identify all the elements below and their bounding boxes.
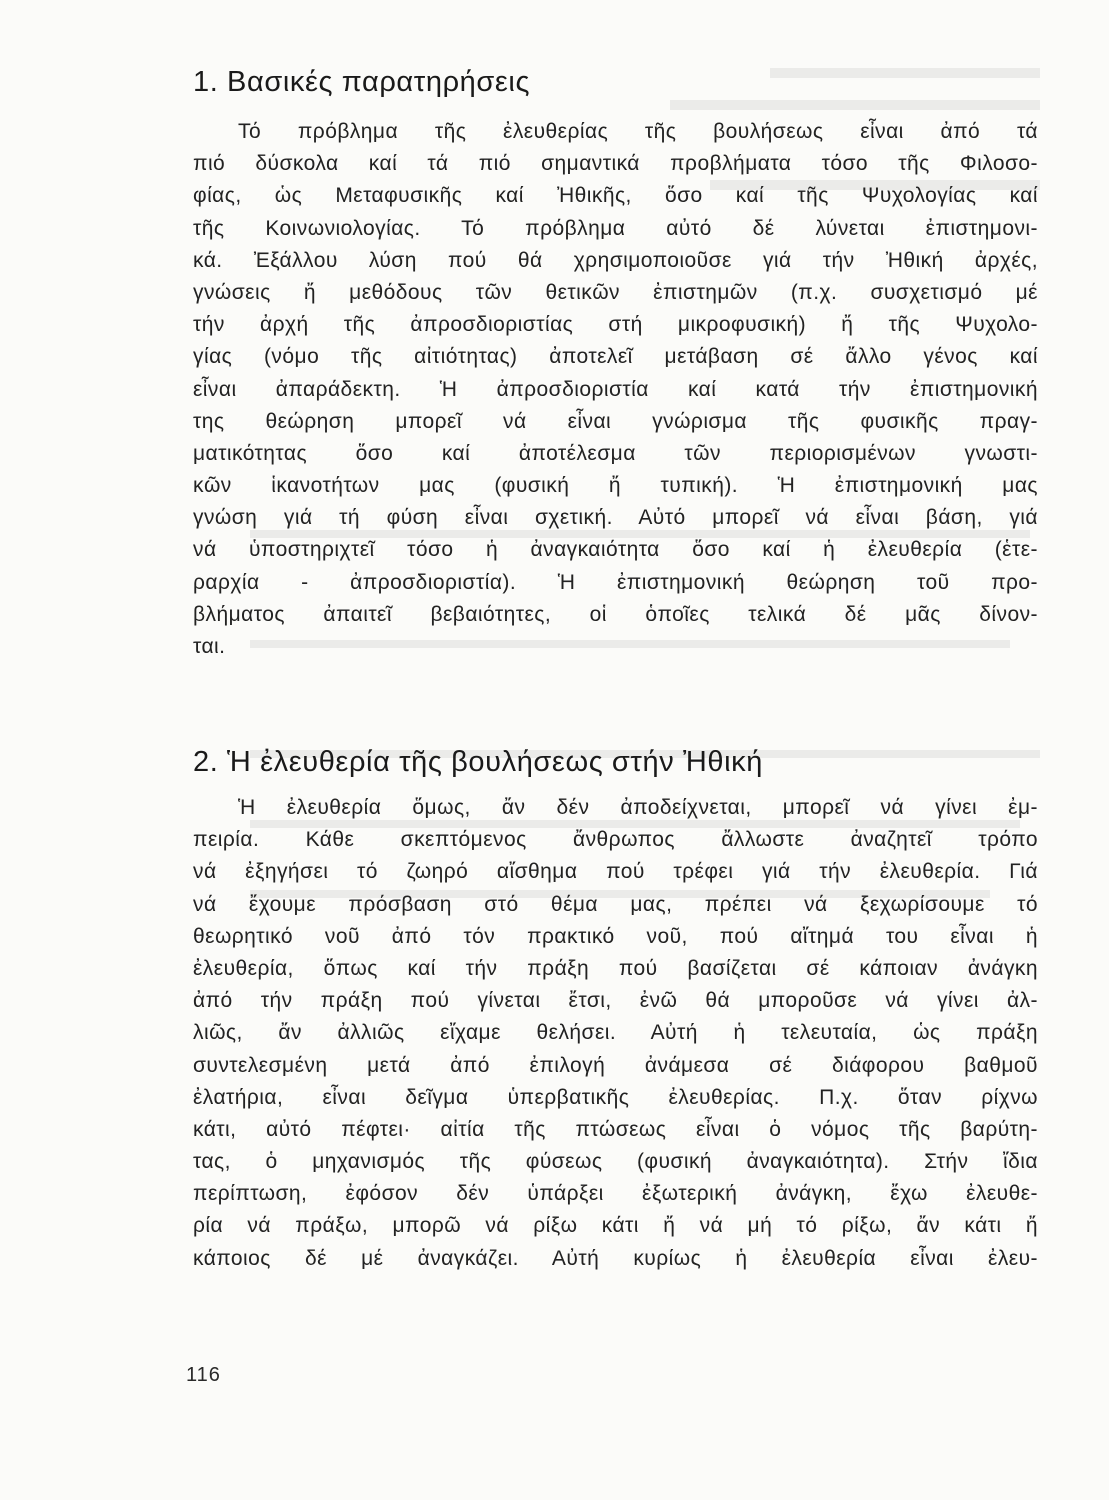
section-freedom-of-will-in-ethics (193, 744, 1038, 1275)
text-line: τας, ὁ μηχανισμός τῆς φύσεως (φυσική ἀναγκαιότητα). Στήν ἴδια (193, 1150, 1038, 1174)
text-line: πιό δύσκολα καί τά πιό σημαντικά προβλήματα τόσο τῆς Φιλοσο- (193, 152, 1038, 176)
text-line: γίας (νόμο τῆς αἰτιότητας) ἀποτελεῖ μετάβαση σέ ἄλλο γένος καί (193, 345, 1038, 369)
text-line: λιῶς, ἄν ἀλλιῶς εἴχαμε θελήσει. Αὐτή ἡ τελευταία, ὡς πράξη (193, 1021, 1038, 1045)
text-line: νά ἐξηγήσει τό ζωηρό αἴσθημα πού τρέφει γιά τήν ἐλευθερία. Γιά (193, 860, 1038, 884)
text-line: θεωρητικό νοῦ ἀπό τόν πρακτικό νοῦ, πού αἴτημά του εἶναι ἡ (193, 924, 1038, 948)
text-line: τήν ἀρχή τῆς ἀπροσδιοριστίας στή μικροφυσική) ἤ τῆς Ψυχολο- (193, 313, 1038, 337)
text-line: κά. Ἐξάλλου λύση πού θά χρησιμοποιοῦσε γιά τήν Ἠθική ἀρχές, (193, 248, 1038, 272)
text-line: κάτι, αὐτό πέφτει· αἰτία τῆς πτώσεως εἶναι ὁ νόμος τῆς βαρύτη- (193, 1117, 1038, 1141)
text-line: εἶναι ἀπαράδεκτη. Ἡ ἀπροσδιοριστία καί κατά τήν ἐπιστημονική (193, 377, 1038, 401)
page-number: 116 (186, 1364, 221, 1386)
text-line: περίπτωση, ἐφόσον δέν ὑπάρξει ἐξωτερική ἀνάγκη, ἔχω ἐλευθε- (193, 1182, 1038, 1206)
section-2-heading: 2. Ἡ ἐλευθερία τῆς βουλήσεως στήν Ἠθική (193, 746, 763, 778)
text-line: γνώση γιά τή φύση εἶναι σχετική. Αὐτό μπορεῖ νά εἶναι βάση, γιά (193, 506, 1038, 530)
text-line: βλήματος ἀπαιτεῖ βεβαιότητες, οἱ ὁποῖες τελικά δέ μᾶς δίνον- (193, 602, 1038, 626)
text-line: ματικότητας ὅσο καί ἀποτέλεσμα τῶν περιορισμένων γνωστι- (193, 441, 1038, 465)
text-line: ἀπό τήν πράξη πού γίνεται ἔτσι, ἐνῶ θά μποροῦσε νά γίνει ἀλ- (193, 989, 1038, 1013)
section-1-heading: 1. Βασικές παρατηρήσεις (193, 66, 531, 98)
text-line: νά ἔχουμε πρόσβαση στό θέμα μας, πρέπει νά ξεχωρίσουμε τό (193, 892, 1038, 916)
text-line: νά ὑποστηριχτεῖ τόσο ἡ ἀναγκαιότητα ὅσο καί ἡ ἐλευθερία (ἑτε- (193, 538, 1038, 562)
text-line: ται. (193, 635, 226, 658)
text-line: Ἡ ἐλευθερία ὅμως, ἄν δέν ἀποδείχνεται, μπορεῖ νά γίνει ἐμ- (238, 796, 1038, 819)
text-line: τῆς Κοινωνιολογίας. Τό πρόβλημα αὐτό δέ λύνεται ἐπιστημονι- (193, 216, 1038, 240)
text-line: φίας, ὡς Μεταφυσικῆς καί Ἠθικῆς, ὅσο καί τῆς Ψυχολογίας καί (193, 184, 1038, 208)
text-line: ἐλατήρια, εἶναι δεῖγμα ὑπερβατικῆς ἐλευθερίας. Π.χ. ὅταν ρίχνω (193, 1085, 1038, 1109)
text-line: ἐλευθερία, ὅπως καί τήν πράξη πού βασίζεται σέ κάποιαν ἀνάγκη (193, 956, 1038, 980)
text-line: κάποιος δέ μέ ἀναγκάζει. Αὐτή κυρίως ἡ ἐλευθερία εἶναι ἐλευ- (193, 1246, 1038, 1270)
text-line: πειρία. Κάθε σκεπτόμενος ἄνθρωπος ἄλλωστε ἀναζητεῖ τρόπο (193, 828, 1038, 852)
text-line: της θεώρηση μπορεῖ νά εἶναι γνώρισμα τῆς φυσικῆς πραγ- (193, 409, 1038, 433)
text-line: κῶν ἱκανοτήτων μας (φυσική ἤ τυπική). Ἡ ἐπιστημονική μας (193, 474, 1038, 498)
text-line: συντελεσμένη μετά ἀπό ἐπιλογή ἀνάμεσα σέ διάφορου βαθμοῦ (193, 1053, 1038, 1077)
text-line: ρία νά πράξω, μπορῶ νά ρίξω κάτι ἤ νά μή τό ρίξω, ἄν κάτι ἤ (193, 1214, 1038, 1238)
text-line: Τό πρόβλημα τῆς ἐλευθερίας τῆς βουλήσεως εἶναι ἀπό τά (238, 120, 1038, 143)
text-line: γνώσεις ἤ μεθόδους τῶν θετικῶν ἐπιστημῶν (π.χ. συσχετισμό μέ (193, 280, 1038, 304)
text-line: ραρχία - ἀπροσδιοριστία). Ἡ ἐπιστημονική θεώρηση τοῦ προ- (193, 570, 1038, 594)
section-1-paragraph (193, 116, 1038, 663)
section-2-paragraph (193, 792, 1038, 1275)
section-basic-observations (193, 64, 1038, 663)
